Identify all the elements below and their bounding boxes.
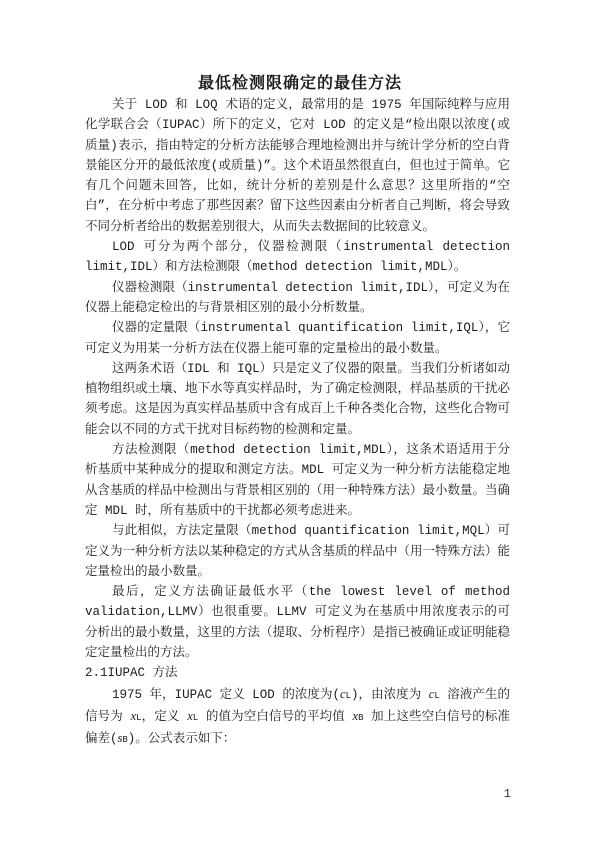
math-variable: x — [130, 708, 137, 723]
subscript: B — [358, 712, 364, 723]
section-heading: 2.1IUPAC 方法 — [85, 666, 178, 681]
document-title: 最低检测限确定的最佳方法 — [197, 75, 402, 92]
math-variable: c — [428, 686, 435, 701]
subscript: L — [136, 712, 142, 723]
body-paragraph: 与此相似，方法定量限（method quantification limit,MQL）可定义为一种分析方法以某种稳定的方式从含基质的样品中（用一特殊方法）能定量检出的最小数量。 — [85, 524, 511, 579]
subscript: L — [434, 690, 440, 701]
math-variable: c — [340, 686, 346, 701]
subscript: B — [122, 735, 128, 746]
math-variable: s — [117, 731, 123, 746]
body-paragraph: 方法检测限（method detection limit,MDL），这条术语适用于分析基质中某种成分的提取和测定方法。MDL 可定义为一种分析方法能稳定地从含基质的样品中检测出与背景相区别的（用一种特殊方法）最小数量。当确定 MDL 时，所有基质中的干扰都必须考虑进来。 — [85, 443, 511, 518]
page-number: 1 — [503, 787, 511, 801]
subscript: L — [345, 690, 351, 701]
subscript: L — [192, 712, 199, 723]
body-paragraph: LOD 可分为两个部分，仪器检测限（instrumental detection limit,IDL）和方法检测限（method detection limit,MDL）。 — [85, 240, 510, 275]
body-paragraph: 最后，定义方法确证最低水平（the lowest level of method validation,LLMV）也很重要。LLMV 可定义为在基质中用浓度表示的可分析出的最小数量，这里的方法（提取、分析程序）是指已被确证或证明能稳定定量检出的方法。 — [85, 585, 511, 661]
body-paragraph: 关于 LOD 和 LOQ 术语的定义，最常用的是 1975 年国际纯粹与应用化学联合会（IUPAC）所下的定义，它对 LOD 的定义是“检出限以浓度(或质量)表示，指由特定的分析方法能够合理地检测出并与统计学分析的空白背景能区分开的最低浓度(或质量)”。这个术语虽然很直白，但也过于简单。它有几个问题未回答，比如，统计分析的差别是什么意思？这里所指的“空白”，在分析中考虑了那些因素？留下这些因素由分析者自己判断，将会导致不同分析者给出的数据差别很大，从而失去数据间的比较意义。 — [85, 98, 510, 234]
body-paragraph: 仪器的定量限（instrumental quantification limit,IQL），它可定义为用某一分析方法在仪器上能可靠的定量检出的最小数量。 — [85, 321, 510, 356]
math-variable: x — [352, 708, 359, 723]
body-paragraph: 这两条术语（IDL 和 IQL）只是定义了仪器的限量。当我们分析诸如动植物组织或土壤、地下水等真实样品时，为了确定检测限，样品基质的干扰必须考虑。这是因为真实样品基质中含有成百上千种各类化合物，这些化合物可能会以不同的方式干扰对目标药物的检测和定量。 — [85, 361, 511, 437]
math-variable: x — [187, 708, 193, 723]
body-paragraph: 1975 年，IUPAC 定义 LOD 的浓度为(cL)，由浓度为 cL 溶液产生的信号为 xL，定义 xL 的值为空白信号的平均值 xB 加上这些空白信号的标准偏差(sB)。公式表示如下： — [85, 686, 510, 747]
document-body — [0, 95, 600, 751]
body-paragraph: 仪器检测限（instrumental detection limit,IDL），可定义为在仪器上能稳定检出的与背景相区别的最小分析数量。 — [85, 280, 510, 315]
